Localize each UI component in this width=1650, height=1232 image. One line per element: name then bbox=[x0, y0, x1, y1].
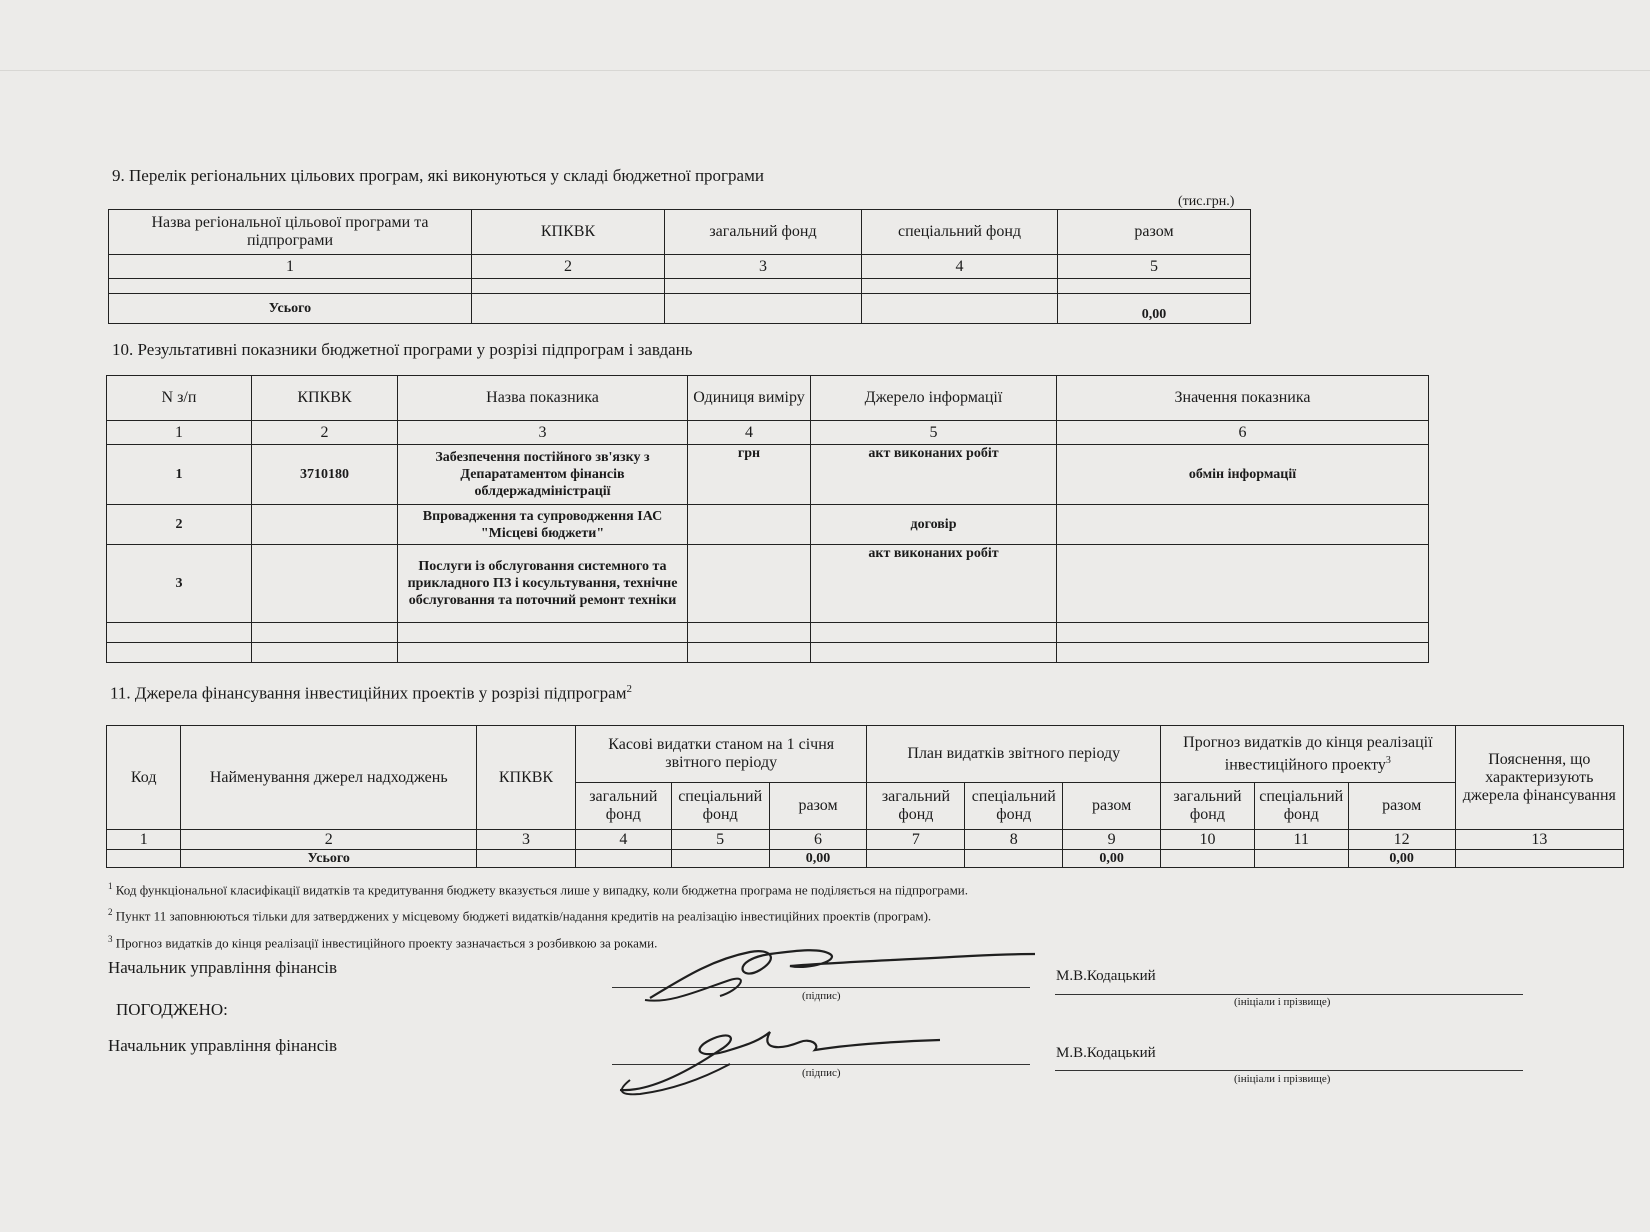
s10-empty-cell bbox=[811, 643, 1057, 663]
s10-row1-code: 3710180 bbox=[252, 445, 398, 505]
s10-header-unit: Одиниця виміру bbox=[688, 376, 811, 421]
s9-empty-cell bbox=[665, 279, 862, 294]
section10-table bbox=[106, 375, 1429, 663]
s11-total-cash: 0,00 bbox=[769, 850, 867, 868]
s11-empty-cell bbox=[867, 850, 965, 868]
s11-sub-special: спеціальний фонд bbox=[671, 783, 769, 830]
s10-empty-cell bbox=[811, 623, 1057, 643]
section11-table bbox=[106, 725, 1624, 868]
signature-caption: (підпис) bbox=[802, 1067, 841, 1079]
s11-num: 1 bbox=[107, 830, 181, 850]
s9-empty-cell bbox=[1058, 279, 1251, 294]
s9-empty-cell bbox=[862, 279, 1058, 294]
s11-empty-cell bbox=[1254, 850, 1348, 868]
s10-header-source: Джерело інформації bbox=[811, 376, 1057, 421]
name-line bbox=[1055, 1070, 1523, 1071]
s11-empty-cell bbox=[575, 850, 671, 868]
s11-empty-cell bbox=[1161, 850, 1255, 868]
s11-num: 2 bbox=[181, 830, 477, 850]
s9-total-value: 0,00 bbox=[1058, 294, 1251, 324]
s10-row2-n: 2 bbox=[107, 505, 252, 545]
s9-header-name: Назва регіональної цільової програми та підпрограми bbox=[109, 210, 472, 255]
handwritten-signature-2 bbox=[610, 1020, 950, 1100]
s10-num: 2 bbox=[252, 421, 398, 445]
s11-total-plan: 0,00 bbox=[1063, 850, 1161, 868]
approver-title: Начальник управління фінансів bbox=[108, 1036, 338, 1055]
head-name: М.В.Кодацький bbox=[1056, 968, 1156, 984]
s9-empty-cell bbox=[862, 294, 1058, 324]
s10-empty-cell bbox=[688, 623, 811, 643]
s10-row1-n: 1 bbox=[107, 445, 252, 505]
s10-row3-code bbox=[252, 545, 398, 623]
s9-num: 2 bbox=[472, 255, 665, 279]
footnote-3-text: Прогноз видатків до кінця реалізації інвестиційного проекту зазначається з розбивкою за роками. bbox=[115, 934, 658, 950]
s10-header-name: Назва показника bbox=[398, 376, 688, 421]
s11-header-forecast-sup: 3 bbox=[1385, 754, 1391, 766]
s10-row2-source: договір bbox=[811, 505, 1057, 545]
footnote-1-text: Код функціональної класифікації видатків та кредитування бюджету вказується лише у випадку, коли бюджетна програма не поділяється на підпрограми. bbox=[115, 882, 969, 898]
s10-empty-cell bbox=[107, 623, 252, 643]
s9-total-label: Усього bbox=[109, 294, 472, 324]
s11-header-code: Код bbox=[107, 726, 181, 830]
s11-num: 13 bbox=[1455, 830, 1623, 850]
s10-row1-value: обмін інформації bbox=[1057, 445, 1429, 505]
s10-empty-cell bbox=[398, 643, 688, 663]
s11-empty-cell bbox=[1455, 850, 1623, 868]
s11-total-forecast: 0,00 bbox=[1348, 850, 1455, 868]
s11-sub-special: спеціальний фонд bbox=[1254, 783, 1348, 830]
s10-header-n: N з/п bbox=[107, 376, 252, 421]
s10-row2-code bbox=[252, 505, 398, 545]
name-caption: (ініціали і прізвище) bbox=[1234, 1073, 1331, 1085]
s11-num: 8 bbox=[965, 830, 1063, 850]
s11-header-explain: Пояснення, що характеризують джерела фінансування bbox=[1455, 726, 1623, 830]
s10-num: 4 bbox=[688, 421, 811, 445]
s9-num: 5 bbox=[1058, 255, 1251, 279]
s10-row1-source: акт виконаних робіт bbox=[811, 445, 1057, 505]
s11-header-forecast-text: Прогноз видатків до кінця реалізації інвестиційного проекту bbox=[1183, 733, 1433, 774]
s9-empty-cell bbox=[472, 279, 665, 294]
footnote-1 bbox=[108, 875, 968, 901]
s11-header-kpkvk: КПКВК bbox=[477, 726, 576, 830]
s11-total-label: Усього bbox=[181, 850, 477, 868]
section10-title: 10. Результативні показники бюджетної програми у розрізі підпрограм і завдань bbox=[112, 340, 693, 359]
s11-empty-cell bbox=[107, 850, 181, 868]
s10-empty-cell bbox=[398, 623, 688, 643]
s10-empty-cell bbox=[107, 643, 252, 663]
s11-sub-total: разом bbox=[1348, 783, 1455, 830]
section9-title: 9. Перелік регіональних цільових програм, які виконуються у складі бюджетної програми bbox=[112, 166, 764, 185]
s11-num: 4 bbox=[575, 830, 671, 850]
s9-num: 3 bbox=[665, 255, 862, 279]
s10-header-value: Значення показника bbox=[1057, 376, 1429, 421]
s11-header-plan: План видатків звітного періоду bbox=[867, 726, 1161, 783]
footnote-2-text: Пункт 11 заповнюються тільки для затверджених у місцевому бюджеті видатків/надання кредитів на реалізацію інвестиційних проектів (програм). bbox=[115, 908, 932, 924]
head-title: Начальник управління фінансів bbox=[108, 958, 338, 977]
s9-empty-cell bbox=[109, 279, 472, 294]
s10-num: 3 bbox=[398, 421, 688, 445]
footnote-2-sup: 2 bbox=[108, 907, 113, 918]
approved-label: ПОГОДЖЕНО: bbox=[116, 1000, 228, 1019]
s9-empty-cell bbox=[665, 294, 862, 324]
s10-row3-n: 3 bbox=[107, 545, 252, 623]
s10-empty-cell bbox=[1057, 623, 1429, 643]
s10-empty-cell bbox=[688, 643, 811, 663]
section11-title bbox=[110, 683, 632, 704]
footnote-1-sup: 1 bbox=[108, 881, 113, 891]
s10-num: 6 bbox=[1057, 421, 1429, 445]
s11-num: 12 bbox=[1348, 830, 1455, 850]
s11-sub-general: загальний фонд bbox=[1161, 783, 1255, 830]
s10-header-kpkvk: КПКВК bbox=[252, 376, 398, 421]
s11-header-name: Найменування джерел надходжень bbox=[181, 726, 477, 830]
section11-title-text: 11. Джерела фінансування інвестиційних проектів у розрізі підпрограм bbox=[110, 683, 627, 703]
s10-num: 1 bbox=[107, 421, 252, 445]
s11-num: 11 bbox=[1254, 830, 1348, 850]
s11-sub-general: загальний фонд bbox=[575, 783, 671, 830]
s10-row2-unit bbox=[688, 505, 811, 545]
s10-row3-unit bbox=[688, 545, 811, 623]
s11-num: 3 bbox=[477, 830, 576, 850]
s9-header-kpkvk: КПКВК bbox=[472, 210, 665, 255]
footnote-3-sup: 3 bbox=[108, 933, 113, 944]
s10-row1-name: Забезпечення постійного зв'язку з Депаратаментом фінансів облдержадміністрації bbox=[398, 445, 688, 505]
signature-caption: (підпис) bbox=[802, 990, 841, 1002]
name-line bbox=[1055, 994, 1523, 995]
s11-sub-special: спеціальний фонд bbox=[965, 783, 1063, 830]
section11-title-sup: 2 bbox=[626, 683, 632, 695]
s11-sub-total: разом bbox=[1063, 783, 1161, 830]
section9-units: (тис.грн.) bbox=[1178, 194, 1235, 209]
s11-header-forecast bbox=[1161, 726, 1456, 783]
s10-row3-value bbox=[1057, 545, 1429, 623]
approver-name: М.В.Кодацький bbox=[1056, 1045, 1156, 1061]
section9-table bbox=[108, 209, 1251, 324]
s10-empty-cell bbox=[1057, 643, 1429, 663]
s11-num: 10 bbox=[1161, 830, 1255, 850]
s11-num: 6 bbox=[769, 830, 867, 850]
s11-empty-cell bbox=[965, 850, 1063, 868]
s10-empty-cell bbox=[252, 643, 398, 663]
s10-row3-source: акт виконаних робіт bbox=[811, 545, 1057, 623]
s11-empty-cell bbox=[477, 850, 576, 868]
s11-sub-total: разом bbox=[769, 783, 867, 830]
s10-row1-unit: грн bbox=[688, 445, 811, 505]
s10-num: 5 bbox=[811, 421, 1057, 445]
s9-num: 4 bbox=[862, 255, 1058, 279]
name-caption: (ініціали і прізвище) bbox=[1234, 996, 1331, 1008]
footnote-2 bbox=[108, 901, 968, 927]
s9-empty-cell bbox=[472, 294, 665, 324]
s9-header-special: спеціальний фонд bbox=[862, 210, 1058, 255]
s11-num: 9 bbox=[1063, 830, 1161, 850]
s9-num: 1 bbox=[109, 255, 472, 279]
s10-empty-cell bbox=[252, 623, 398, 643]
s10-row3-name: Послуги із обслуговання системного та прикладного ПЗ і косультування, технічне обслуговання та поточний ремонт техніки bbox=[398, 545, 688, 623]
s9-header-general: загальний фонд bbox=[665, 210, 862, 255]
s11-empty-cell bbox=[671, 850, 769, 868]
s10-row2-value bbox=[1057, 505, 1429, 545]
handwritten-signature-1 bbox=[640, 940, 1040, 1010]
s9-header-total: разом bbox=[1058, 210, 1251, 255]
s11-num: 5 bbox=[671, 830, 769, 850]
s11-sub-general: загальний фонд bbox=[867, 783, 965, 830]
s11-header-cash: Касові видатки станом на 1 січня звітного періоду bbox=[575, 726, 867, 783]
s11-num: 7 bbox=[867, 830, 965, 850]
page-scan-line bbox=[0, 70, 1650, 71]
s10-row2-name: Впровадження та супроводження ІАС "Місцеві бюджети" bbox=[398, 505, 688, 545]
